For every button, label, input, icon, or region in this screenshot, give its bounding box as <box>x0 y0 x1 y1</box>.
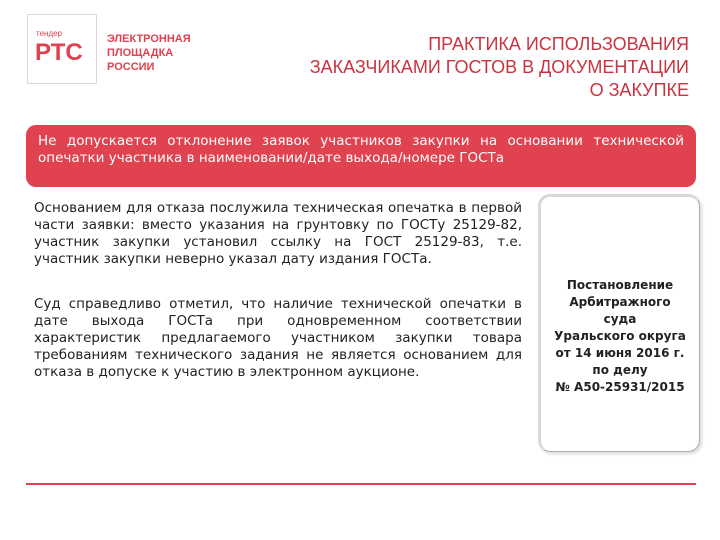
paragraph-court: Суд справедливо отметил, что наличие технической опечатки в дате выхода ГОСТа при одновременном соответствии характеристик предлагаемого участником закупки товара требованиям технического задания не является основанием для отказа в допуске к участию в электронном аукционе. <box>34 296 522 380</box>
logo-big-text: РТС <box>35 39 83 66</box>
banner-text: Не допускается отклонение заявок участников закупки на основании технической опечатки участника в наименовании/дате выхода/номере ГОСТа <box>38 133 684 166</box>
footer-divider <box>26 483 696 485</box>
case-line6: по делу <box>592 363 648 377</box>
case-line7: № А50-25931/2015 <box>555 380 685 394</box>
logo-caption-line1: ЭЛЕКТРОННАЯ <box>107 33 191 45</box>
case-reference-box <box>538 194 700 452</box>
logo-caption-line3: РОССИИ <box>107 61 155 73</box>
logo-small-text: тендер <box>36 29 63 38</box>
slide-title <box>219 33 689 102</box>
case-line5: от 14 июня 2016 г. <box>555 346 685 360</box>
logo-badge <box>27 14 97 84</box>
case-line3: суда <box>603 312 637 326</box>
case-line1: Постановление <box>566 278 674 292</box>
highlight-banner <box>26 125 696 187</box>
slide-title-line1: ПРАКТИКА ИСПОЛЬЗОВАНИЯ <box>428 34 689 54</box>
logo-caption <box>107 32 227 74</box>
case-line4: Уральского округа <box>554 329 686 343</box>
case-line2: Арбитражного <box>569 295 671 309</box>
paragraph-reason: Основанием для отказа послужила техническая опечатка в первой части заявки: вместо указания на грунтовку по ГОСТу 25129-82, участник закупки установил ссылку на ГОСТ 25129-83, т.е. участник закупки неверно указал дату издания ГОСТа. <box>34 200 522 267</box>
logo-caption-line2: ПЛОЩАДКА <box>107 47 174 59</box>
slide-title-line3: О ЗАКУПКЕ <box>589 80 689 100</box>
slide-title-line2: ЗАКАЗЧИКАМИ ГОСТОВ В ДОКУМЕНТАЦИИ <box>309 57 689 77</box>
case-reference-text <box>541 277 699 396</box>
